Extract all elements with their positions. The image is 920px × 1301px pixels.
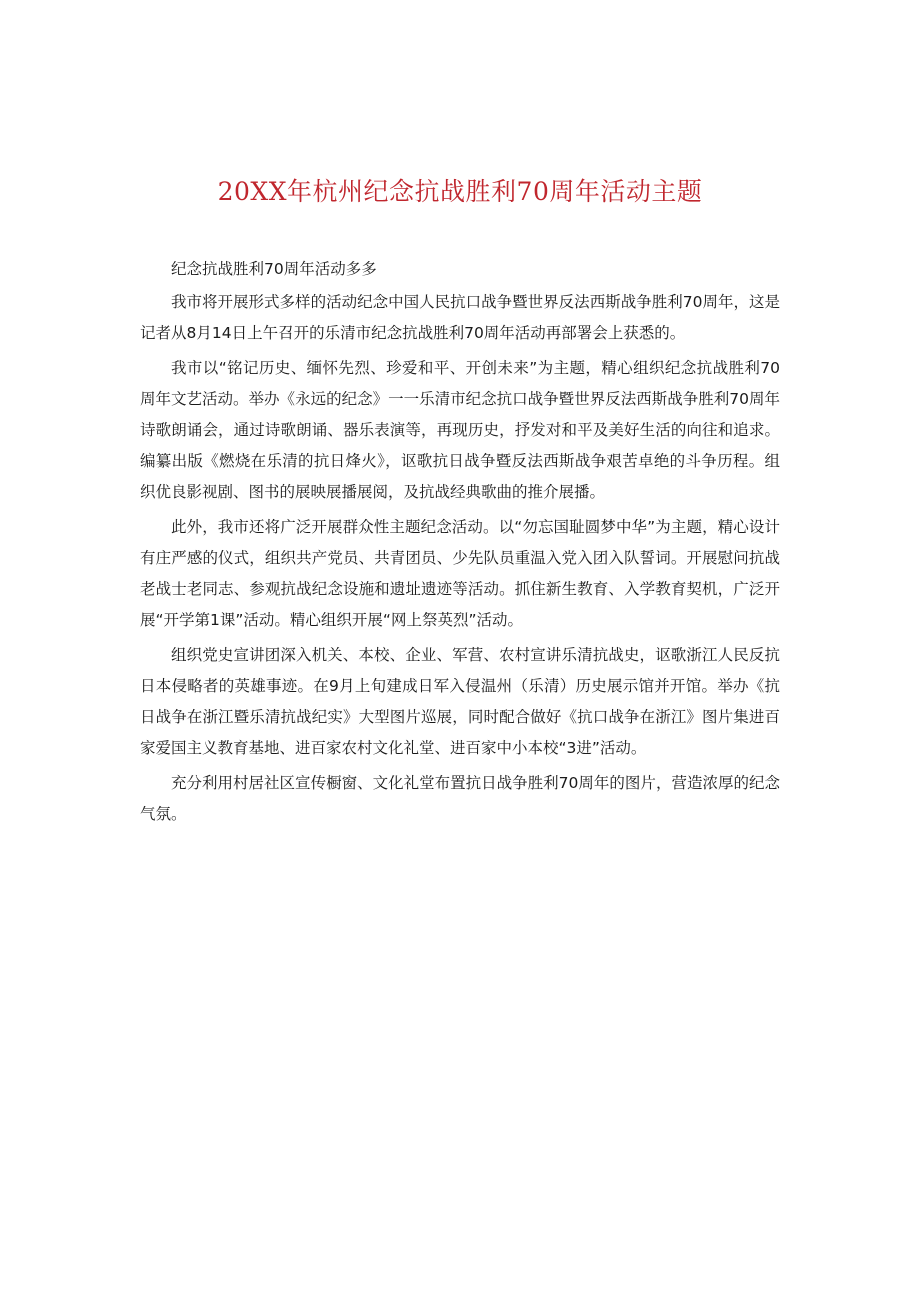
document-body	[140, 254, 780, 834]
paragraph-lecture-exhibition: 组织党史宣讲团深入机关、本校、企业、军营、农村宣讲乐清抗战史，讴歌浙江人民反抗日本侵略者的英雄事迹。在9月上旬建成日军入侵温州（乐清）历史展示馆并开馆。举办《抗日战争在浙江暨乐清抗战纪实》大型图片巡展，同时配合做好《抗口战争在浙江》图片集进百家爱国主义教育基地、进百家农村文化礼堂、进百家中小本校“3进”活动。	[140, 646, 780, 757]
paragraph-mass-activities: 此外，我市还将广泛开展群众性主题纪念活动。以“勿忘国耻圆梦中华”为主题，精心设计有庄严感的仪式，组织共产党员、共青团员、少先队员重温入党入团入队誓词。开展慰问抗战老战士老同志、参观抗战纪念设施和遗址遗迹等活动。抓住新生教育、入学教育契机，广泛开展“开学第1课”活动。精心组织开展“网上祭英烈”活动。	[140, 518, 780, 629]
paragraph-intro: 我市将开展形式多样的活动纪念中国人民抗口战争暨世界反法西斯战争胜利70周年，这是记者从8月14日上午召开的乐清市纪念抗战胜利70周年活动再部署会上获悉的。	[140, 293, 780, 342]
paragraph-atmosphere: 充分利用村居社区宣传橱窗、文化礼堂布置抗日战争胜利70周年的图片，营造浓厚的纪念气氛。	[140, 774, 780, 823]
document-title: 20XX年杭州纪念抗战胜利70周年活动主题	[217, 177, 703, 206]
paragraph-cultural-activities: 我市以“铭记历史、缅怀先烈、珍爱和平、开创未来”为主题，精心组织纪念抗战胜利70周年文艺活动。举办《永远的纪念》一一乐清市纪念抗口战争暨世界反法西斯战争胜利70周年诗歌朗诵会，通过诗歌朗诵、器乐表演等，再现历史，抒发对和平及美好生活的向往和追求。编纂出版《燃烧在乐清的抗日烽火》，讴歌抗日战争暨反法西斯战争艰苦卓绝的斗争历程。组织优良影视剧、图书的展映展播展阅，及抗战经典歌曲的推介展播。	[140, 359, 780, 501]
document-subheading: 纪念抗战胜利70周年活动多多	[171, 260, 377, 278]
